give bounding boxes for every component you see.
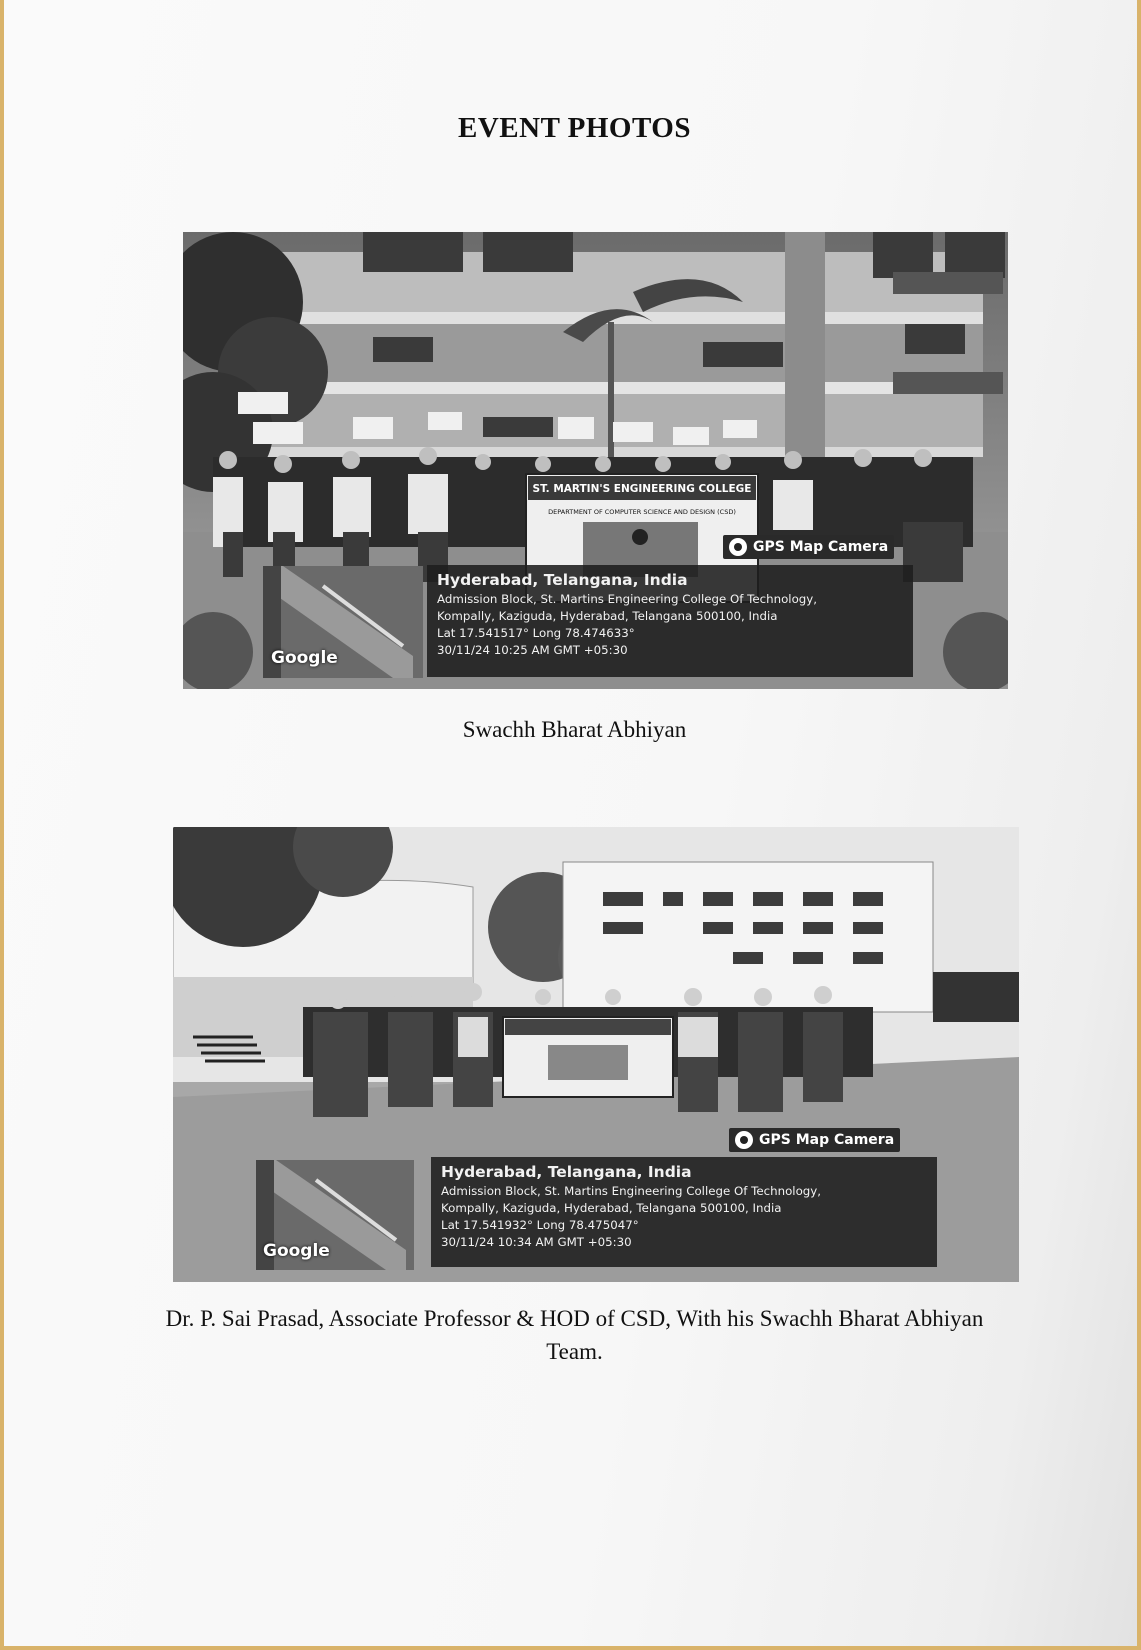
location-address-2: Kompally, Kaziguda, Hyderabad, Telangana 500100, India bbox=[437, 609, 778, 623]
location-city-2: Hyderabad, Telangana, India bbox=[441, 1163, 692, 1181]
location-address-1: Admission Block, St. Martins Engineering College Of Technology, bbox=[437, 592, 817, 606]
photo-2-caption-line-1: Dr. P. Sai Prasad, Associate Professor & HOD of CSD, With his Swachh Bharat Abhiyan bbox=[165, 1306, 984, 1331]
banner-dept: DEPARTMENT OF COMPUTER SCIENCE AND DESIGN (CSD) bbox=[548, 508, 736, 516]
location-coordinates-2: Lat 17.541932° Long 78.475047° bbox=[441, 1218, 639, 1232]
gps-camera-label-2: GPS Map Camera bbox=[759, 1132, 895, 1148]
document-page bbox=[4, 0, 1137, 1646]
location-address-1-2: Admission Block, St. Martins Engineering College Of Technology, bbox=[441, 1184, 821, 1198]
page-heading: EVENT PHOTOS bbox=[458, 112, 691, 144]
location-coordinates: Lat 17.541517° Long 78.474633° bbox=[437, 626, 635, 640]
location-stamp-2 bbox=[431, 1157, 937, 1267]
event-photo-1 bbox=[183, 232, 1008, 689]
google-brand-2: Google bbox=[263, 1241, 330, 1261]
photo-2-caption bbox=[4, 1302, 1137, 1368]
camera-icon bbox=[735, 1131, 753, 1149]
camera-icon bbox=[729, 538, 747, 556]
banner-title: ST. MARTIN'S ENGINEERING COLLEGE bbox=[532, 483, 752, 495]
location-datetime-2: 30/11/24 10:34 AM GMT +05:30 bbox=[441, 1235, 632, 1249]
location-address-2-2: Kompally, Kaziguda, Hyderabad, Telangana 500100, India bbox=[441, 1201, 782, 1215]
location-datetime: 30/11/24 10:25 AM GMT +05:30 bbox=[437, 643, 628, 657]
location-stamp bbox=[427, 565, 913, 677]
photo-1-caption: Swachh Bharat Abhiyan bbox=[462, 717, 687, 742]
gps-camera-label: GPS Map Camera bbox=[753, 539, 889, 555]
gps-camera-stamp bbox=[723, 535, 894, 559]
google-brand: Google bbox=[271, 648, 338, 668]
location-city: Hyderabad, Telangana, India bbox=[437, 571, 688, 589]
photo-2-caption-line-2: Team. bbox=[546, 1339, 603, 1364]
event-photo-2 bbox=[173, 827, 1019, 1282]
gps-camera-stamp-2 bbox=[729, 1128, 900, 1152]
